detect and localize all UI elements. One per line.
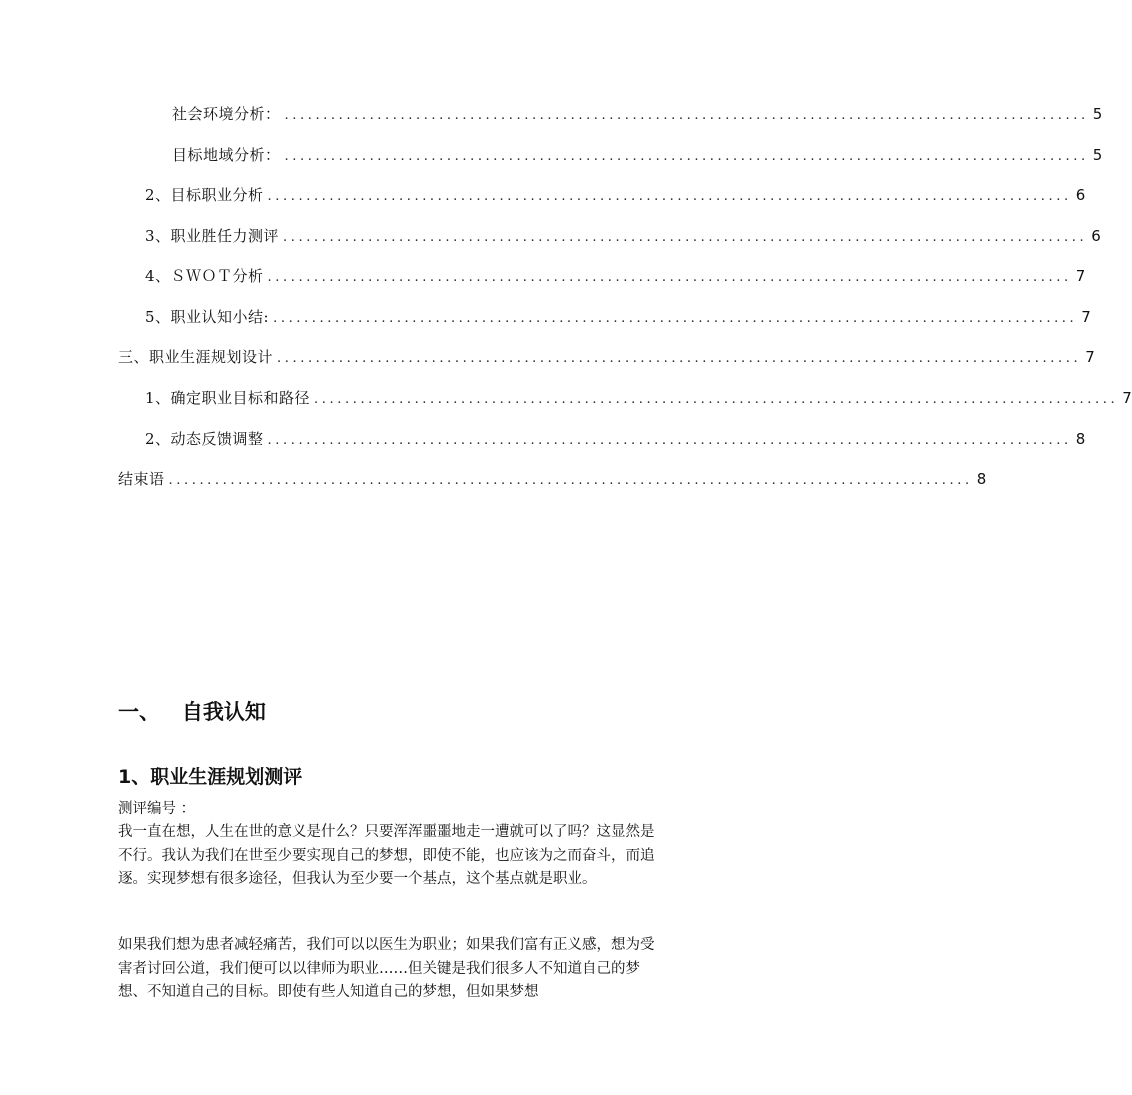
toc-dot-leader: ........................................................................................................ bbox=[267, 270, 1072, 285]
toc-entry-title: 目标地域分析： bbox=[172, 146, 281, 164]
toc-entry[interactable] bbox=[145, 183, 1086, 207]
body-paragraph: 我一直在想，人生在世的意义是什么？只要浑浑噩噩地走一遭就可以了吗？这显然是不行。我认为我们在世至少要实现自己的梦想，即使不能，也应该为之而奋斗，而追逐。实现梦想有很多途径，但我认为至少要一个基点，这个基点就是职业。 bbox=[118, 824, 655, 887]
toc-entry[interactable] bbox=[145, 427, 1086, 451]
toc-dot-leader: ........................................................................................................ bbox=[314, 392, 1119, 407]
section-heading: 一、 自我认知 bbox=[118, 700, 266, 724]
toc-entry-title: 1、确定职业目标和路径 bbox=[145, 389, 311, 407]
toc-entry[interactable] bbox=[145, 386, 1132, 410]
subsection-heading: 1、职业生涯规划测评 bbox=[118, 766, 303, 788]
toc-page-number: 6 bbox=[1075, 186, 1086, 204]
toc-page-number: 7 bbox=[1085, 348, 1095, 366]
toc-page-number: 5 bbox=[1092, 105, 1103, 123]
toc-page-number: 7 bbox=[1081, 308, 1091, 326]
assessment-number-label: 测评编号 ： bbox=[118, 801, 196, 817]
toc-page-number: 8 bbox=[976, 470, 987, 488]
toc-entry-title: 三、职业生涯规划设计 bbox=[118, 348, 274, 366]
toc-entry[interactable] bbox=[145, 305, 1091, 329]
toc-entry[interactable] bbox=[145, 264, 1086, 288]
toc-entry[interactable] bbox=[118, 467, 987, 491]
body-paragraph: 如果我们想为患者减轻痛苦，我们可以以医生为职业；如果我们富有正义感，想为受害者讨回公道，我们便可以以律师为职业……但关键是我们很多人不知道自己的梦想、不知道自己的目标。即使有些人知道自己的梦想，但如果梦想 bbox=[118, 937, 655, 1000]
toc-dot-leader: ........................................................................................................ bbox=[277, 351, 1082, 366]
toc-dot-leader: ........................................................................................................ bbox=[168, 473, 973, 488]
toc-page-number: 7 bbox=[1075, 267, 1086, 285]
toc-entry[interactable] bbox=[172, 102, 1103, 126]
toc-dot-leader: ........................................................................................................ bbox=[267, 433, 1072, 448]
toc-entry-title: 结束语 bbox=[118, 470, 165, 488]
toc-entry-title: 社会环境分析： bbox=[172, 105, 281, 123]
toc-entry-title: 2、目标职业分析 bbox=[145, 186, 264, 204]
toc-dot-leader: ........................................................................................................ bbox=[267, 189, 1072, 204]
toc-dot-leader: ........................................................................................................ bbox=[283, 230, 1088, 245]
toc-entry[interactable] bbox=[118, 345, 1095, 369]
toc-entry[interactable] bbox=[145, 224, 1101, 248]
toc-entry-title: 5、职业认知小结: bbox=[145, 308, 270, 326]
toc-dot-leader: ........................................................................................................ bbox=[273, 311, 1078, 326]
toc-entry-title: 2、动态反馈调整 bbox=[145, 430, 264, 448]
toc-page-number: 8 bbox=[1075, 430, 1086, 448]
toc-entry[interactable] bbox=[172, 143, 1103, 167]
toc-entry-title: 4、ＳＷＯＴ分析 bbox=[145, 267, 264, 285]
toc-page-number: 5 bbox=[1092, 146, 1103, 164]
toc-page-number: 6 bbox=[1091, 227, 1101, 245]
toc-entry-title: 3、职业胜任力测评 bbox=[145, 227, 280, 245]
toc-dot-leader: ........................................................................................................ bbox=[284, 149, 1089, 164]
toc-dot-leader: ........................................................................................................ bbox=[284, 108, 1089, 123]
toc-page-number: 7 bbox=[1122, 389, 1132, 407]
